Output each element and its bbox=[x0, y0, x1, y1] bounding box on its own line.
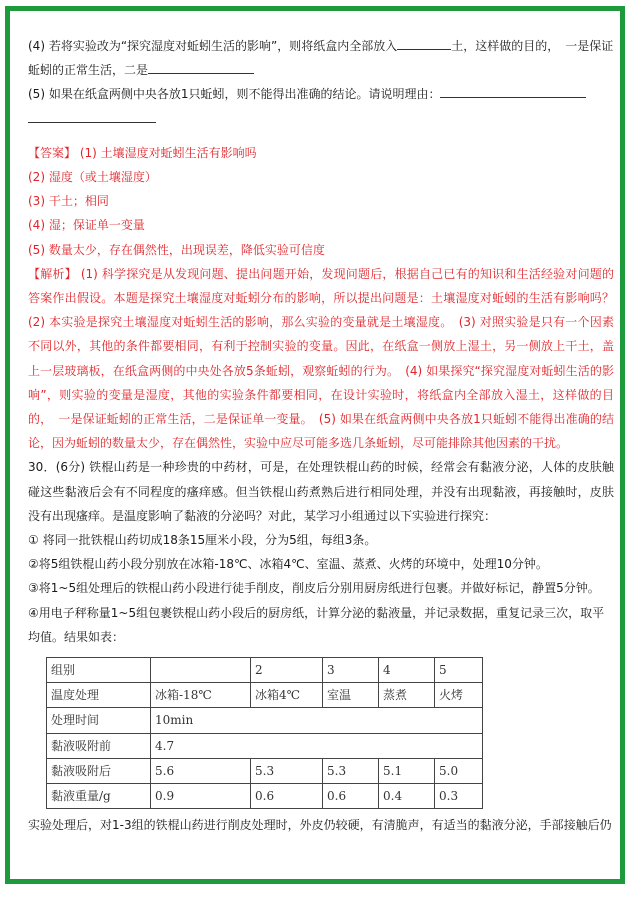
table-cell: 蒸煮 bbox=[379, 683, 435, 708]
table-cell: 冰箱4℃ bbox=[251, 683, 323, 708]
table-cell: 冰箱-18℃ bbox=[151, 683, 251, 708]
table-cell: 10min bbox=[151, 708, 483, 733]
blank-1 bbox=[397, 36, 451, 50]
table-cell: 5.6 bbox=[151, 758, 251, 783]
table-cell: 0.6 bbox=[323, 784, 379, 809]
table-cell: 黏液吸附前 bbox=[47, 733, 151, 758]
table-cell: 5.3 bbox=[323, 758, 379, 783]
blank-3 bbox=[440, 84, 586, 98]
table-cell bbox=[151, 658, 251, 683]
question-4-text-b: 土，这样做的目的， 一是保证蚯蚓的正常生活，二是 bbox=[28, 39, 614, 78]
analysis-label: 【解析】 bbox=[28, 266, 77, 281]
question-5-text: (5) 如果在纸盒两侧中央各放1只蚯蚓，则不能得出准确的结论。请说明理由： bbox=[28, 87, 441, 102]
table-row bbox=[47, 708, 483, 733]
table-cell: 5.1 bbox=[379, 758, 435, 783]
table-cell: 黏液重量/g bbox=[47, 784, 151, 809]
answer-2: (2) 湿度（或土壤湿度） bbox=[28, 170, 157, 185]
answer-3: (3) 干土；相同 bbox=[28, 194, 109, 209]
question-30-after: 实验处理后，对1-3组的铁棍山药进行削皮处理时，外皮仍较硬，有清脆声，有适当的黏液分泌，手部接触后仍 bbox=[28, 818, 612, 833]
table-cell: 5.3 bbox=[251, 758, 323, 783]
table-cell: 5 bbox=[435, 658, 483, 683]
question-30-step-3: ③将1~5组处理后的铁棍山药小段进行徒手削皮，削皮后分别用厨房纸进行包裹。并做好标记，静置5分钟。 bbox=[28, 581, 600, 596]
question-30-step-2: ②将5组铁棍山药小段分别放在冰箱-18℃、冰箱4℃、室温、蒸煮、火烤的环境中，处理10分钟。 bbox=[28, 557, 548, 572]
question-4-text-a: (4) 若将实验改为“探究湿度对蚯蚓生活的影响”，则将纸盒内全部放入 bbox=[28, 39, 398, 53]
answer-4: (4) 湿；保证单一变量 bbox=[28, 218, 145, 233]
table-cell: 0.3 bbox=[435, 784, 483, 809]
document-body bbox=[28, 34, 627, 838]
question-30-step-4: ④用电子秤称量1~5组包裹铁棍山药小段后的厨房纸，计算分泌的黏液量，并记录数据，重复记录三次，取平均值。结果如表： bbox=[28, 605, 605, 644]
table-cell: 2 bbox=[251, 658, 323, 683]
table-cell: 火烤 bbox=[435, 683, 483, 708]
answer-1: (1) 土壤湿度对蚯蚓生活有影响吗 bbox=[79, 145, 257, 160]
analysis-text: (1) 科学探究是从发现问题、提出问题开始，发现问题后，根据自己已有的知识和生活经验对问题的答案作出假设。本题是探究土壤湿度对蚯蚓分布的影响，所以提出问题是：土壤湿度对蚯蚓的生活有影响吗？ (2) 本实验是探究土壤湿度对蚯蚓生活的影响，那么实验的变量就是土壤湿度。 (3) 对照实验是只有一个因素不同以外，其他的条件都要相同，有利于控制实验的变量。因此，在纸盒一侧放上湿土，另一侧放上干土，盖上一层玻璃板，在纸盒两侧的中央处各放5条蚯蚓，观察蚯蚓的行为。 (4) 如果探究“探究湿度对蚯蚓生活的影响”，则实验的变量是湿度，其他的实验条件都要相同，在设计实验时，将纸盒内全部放入湿土，这样做的目的， 一是保证蚯蚓的正常生活，二是保证单一变量。 (5) 如果在纸盒两侧中央各放1只蚯蚓不能得出准确的结论，因为蚯蚓的数量太少，存在偶然性，实验中应尽可能多选几条蚯蚓，尽可能排除其他因素的干扰。 bbox=[28, 266, 627, 451]
results-table bbox=[46, 657, 483, 809]
table-row bbox=[47, 784, 483, 809]
table-cell: 4 bbox=[379, 658, 435, 683]
table-cell: 3 bbox=[323, 658, 379, 683]
table-cell: 黏液吸附后 bbox=[47, 758, 151, 783]
table-row bbox=[47, 733, 483, 758]
table-cell: 0.9 bbox=[151, 784, 251, 809]
blank-4 bbox=[28, 109, 156, 123]
table-cell: 组别 bbox=[47, 658, 151, 683]
answer-line-1 bbox=[28, 141, 614, 165]
question-4 bbox=[28, 34, 614, 82]
analysis bbox=[28, 262, 627, 456]
table-cell: 处理时间 bbox=[47, 708, 151, 733]
table-cell: 4.7 bbox=[151, 733, 483, 758]
blank-2 bbox=[148, 60, 254, 74]
question-5 bbox=[28, 82, 614, 130]
table-row bbox=[47, 658, 483, 683]
table-row bbox=[47, 758, 483, 783]
answer-5: (5) 数量太少，存在偶然性，出现误差，降低实验可信度 bbox=[28, 242, 325, 257]
question-30-step-1: ① 将同一批铁棍山药切成18条15厘米小段，分为5组，每组3条。 bbox=[28, 533, 377, 548]
answer-label: 【答案】 bbox=[28, 145, 77, 160]
table-cell: 温度处理 bbox=[47, 683, 151, 708]
table-cell: 0.4 bbox=[379, 784, 435, 809]
table-cell: 5.0 bbox=[435, 758, 483, 783]
table-cell: 0.6 bbox=[251, 784, 323, 809]
question-30-intro: 30．(6分) 铁棍山药是一种珍贵的中药材，可是，在处理铁棍山药的时候，经常会有黏液分泌，人体的皮肤触碰这些黏液后会有不同程度的瘙痒感。但当铁棍山药煮熟后进行相同处理，并没有出现黏液，再接触时，皮肤没有出现瘙痒。是温度影响了黏液的分泌吗？对此，某学习小组通过以下实验进行探究： bbox=[28, 460, 614, 523]
table-row bbox=[47, 683, 483, 708]
table-cell: 室温 bbox=[323, 683, 379, 708]
